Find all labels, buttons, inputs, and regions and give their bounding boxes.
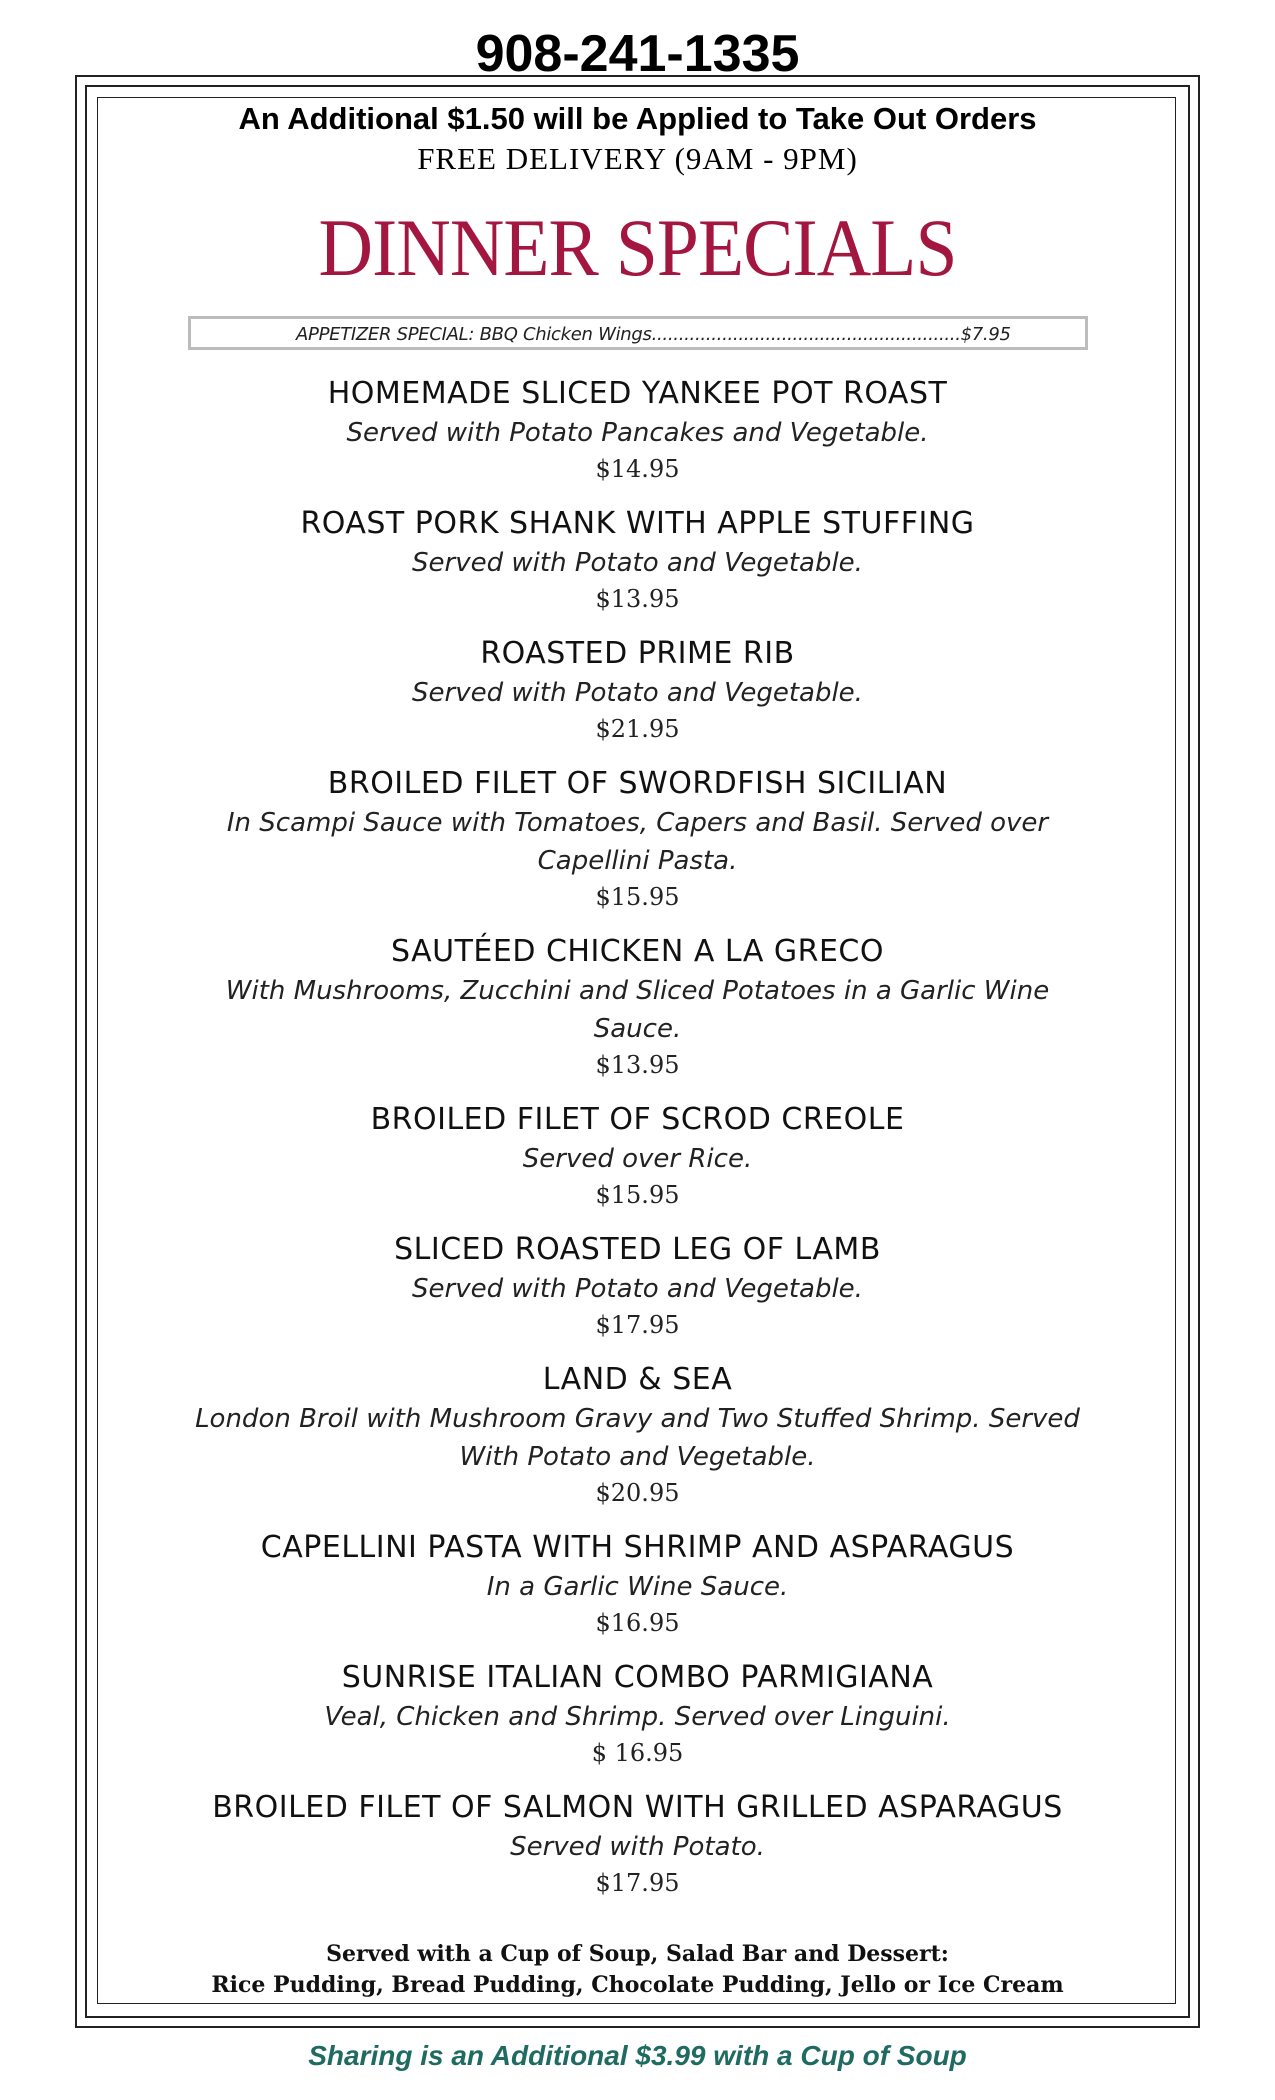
menu-item-description: Veal, Chicken and Shrimp. Served over Linguini. <box>324 1702 951 1732</box>
menu-item-name: BROILED FILET OF SWORDFISH SICILIAN <box>327 766 948 801</box>
appetizer-special-box <box>188 316 1088 350</box>
delivery-notice: FREE DELIVERY (9AM - 9PM) <box>417 141 858 176</box>
menu-item-price: $ 16.95 <box>591 1739 684 1767</box>
menu-item-price: $15.95 <box>595 883 680 911</box>
footer-desserts: Rice Pudding, Bread Pudding, Chocolate Pudding, Jello or Ice Cream <box>211 1972 1064 1998</box>
menu-item-name: LAND & SEA <box>542 1362 733 1397</box>
menu-item-price: $13.95 <box>595 585 680 613</box>
appetizer-special-text: APPETIZER SPECIAL: BBQ Chicken Wings.........................................................$7.95 <box>296 324 1011 345</box>
menu-item <box>0 1230 1275 1342</box>
menu-item <box>0 504 1275 616</box>
menu-item <box>0 374 1275 486</box>
menu-item-name: SLICED ROASTED LEG OF LAMB <box>394 1232 881 1267</box>
menu-item-price: $16.95 <box>595 1609 680 1637</box>
phone-number: 908-241-1335 <box>475 25 800 83</box>
menu-item-description: In a Garlic Wine Sauce. <box>486 1572 789 1602</box>
menu-item-name: BROILED FILET OF SALMON WITH GRILLED ASPARAGUS <box>212 1790 1063 1825</box>
menu-item <box>0 764 1275 914</box>
menu-item <box>0 932 1275 1082</box>
page-title: DINNER SPECIALS <box>318 202 957 293</box>
menu-item-name: ROASTED PRIME RIB <box>480 636 795 671</box>
takeout-notice: An Additional $1.50 will be Applied to Take Out Orders <box>238 101 1037 136</box>
menu-item <box>0 1788 1275 1900</box>
menu-item-description: With Mushrooms, Zucchini and Sliced Potatoes in a Garlic Wine Sauce. <box>225 976 1050 1044</box>
sharing-notice: Sharing is an Additional $3.99 with a Cup of Soup <box>308 2040 967 2071</box>
menu-item-price: $15.95 <box>595 1181 680 1209</box>
menu-item-price: $13.95 <box>595 1051 680 1079</box>
menu-item-price: $17.95 <box>595 1311 680 1339</box>
menu-item-name: HOMEMADE SLICED YANKEE POT ROAST <box>327 376 948 411</box>
footer-included: Served with a Cup of Soup, Salad Bar and Dessert: <box>326 1941 949 1967</box>
menu-item-description: Served with Potato and Vegetable. <box>412 678 863 708</box>
menu-item-name: SAUTÉED CHICKEN A LA GRECO <box>391 934 884 969</box>
menu-item <box>0 1658 1275 1770</box>
menu-item-price: $17.95 <box>595 1869 680 1897</box>
menu-item-description: In Scampi Sauce with Tomatoes, Capers and Basil. Served over Capellini Pasta. <box>226 808 1049 876</box>
menu-item-description: Served with Potato. <box>510 1832 765 1862</box>
menu-item-description: Served over Rice. <box>522 1144 753 1174</box>
menu-item-description: Served with Potato and Vegetable. <box>412 548 863 578</box>
menu-item-description: Served with Potato and Vegetable. <box>412 1274 863 1304</box>
menu-item <box>0 634 1275 746</box>
menu-item <box>0 1528 1275 1640</box>
menu-item-description: London Broil with Mushroom Gravy and Two Stuffed Shrimp. Served With Potato and Vegetable. <box>195 1404 1080 1472</box>
menu-item <box>0 1100 1275 1212</box>
menu-item <box>0 1360 1275 1510</box>
dinner-menu-list <box>0 374 1275 1918</box>
menu-item-name: SUNRISE ITALIAN COMBO PARMIGIANA <box>341 1660 934 1695</box>
menu-item-name: ROAST PORK SHANK WITH APPLE STUFFING <box>300 506 975 541</box>
menu-item-name: BROILED FILET OF SCROD CREOLE <box>370 1102 905 1137</box>
menu-item-price: $21.95 <box>595 715 680 743</box>
menu-item-price: $14.95 <box>595 455 680 483</box>
menu-item-price: $20.95 <box>595 1479 680 1507</box>
menu-item-name: CAPELLINI PASTA WITH SHRIMP AND ASPARAGUS <box>260 1530 1015 1565</box>
menu-item-description: Served with Potato Pancakes and Vegetable. <box>346 418 929 448</box>
